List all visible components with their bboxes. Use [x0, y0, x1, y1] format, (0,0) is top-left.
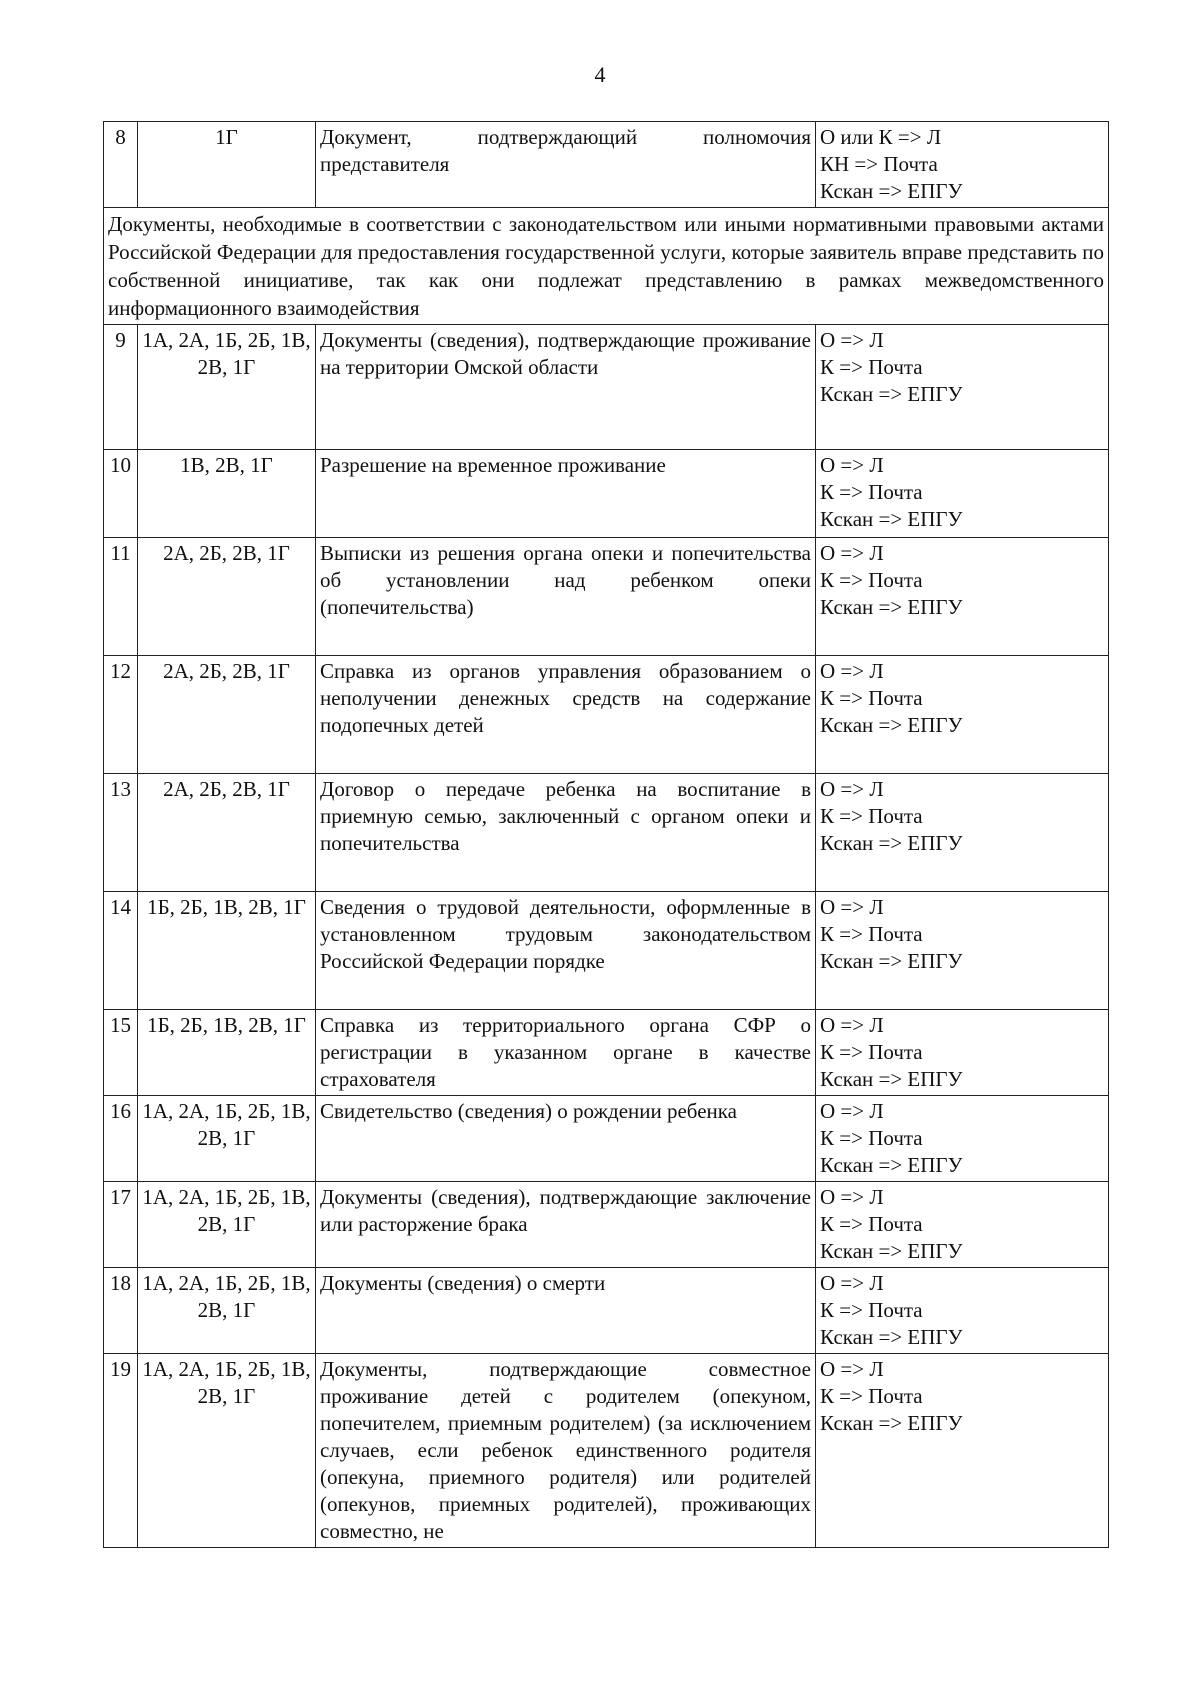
submission-method: Кскан => ЕПГУ	[820, 1411, 963, 1435]
row-document: Разрешение на временное проживание	[316, 450, 816, 538]
row-categories: 1А, 2А, 1Б, 2Б, 1В, 2В, 1Г	[138, 1354, 316, 1548]
row-categories: 2А, 2Б, 2В, 1Г	[138, 538, 316, 656]
submission-method: КН => Почта	[820, 152, 938, 176]
row-submission-methods	[816, 1096, 1109, 1182]
submission-method: К => Почта	[820, 355, 923, 379]
table-row	[104, 538, 1109, 656]
row-document: Справка из органов управления образованием о неполучении денежных средств на содержание подопечных детей	[316, 656, 816, 774]
row-categories: 1Г	[138, 122, 316, 208]
submission-method: О => Л	[820, 541, 884, 565]
table-row	[104, 325, 1109, 450]
row-number: 13	[104, 774, 138, 892]
row-submission-methods	[816, 538, 1109, 656]
row-submission-methods	[816, 1010, 1109, 1096]
row-number: 11	[104, 538, 138, 656]
row-number: 16	[104, 1096, 138, 1182]
row-categories: 2А, 2Б, 2В, 1Г	[138, 656, 316, 774]
row-categories: 2А, 2Б, 2В, 1Г	[138, 774, 316, 892]
row-document: Справка из территориального органа СФР о регистрации в указанном органе в качестве страхователя	[316, 1010, 816, 1096]
row-document: Документы (сведения), подтверждающие заключение или расторжение брака	[316, 1182, 816, 1268]
row-document: Сведения о трудовой деятельности, оформленные в установленном трудовым законодательством Российской Федерации порядке	[316, 892, 816, 1010]
submission-method: Кскан => ЕПГУ	[820, 1067, 963, 1091]
table-row	[104, 892, 1109, 1010]
submission-method: К => Почта	[820, 1126, 923, 1150]
table-row	[104, 1182, 1109, 1268]
row-submission-methods	[816, 1182, 1109, 1268]
section-heading: Документы, необходимые в соответствии с законодательством или иными нормативными правовыми актами Российской Федерации для предоставления государственной услуги, которые заявитель вправе представить по собственной инициативе, так как они подлежат представлению в рамках межведомственного информационного взаимодействия	[104, 208, 1109, 325]
submission-method: Кскан => ЕПГУ	[820, 1239, 963, 1263]
row-number: 8	[104, 122, 138, 208]
row-document: Документ, подтверждающий полномочия представителя	[316, 122, 816, 208]
table-row	[104, 1268, 1109, 1354]
submission-method: Кскан => ЕПГУ	[820, 1153, 963, 1177]
row-number: 18	[104, 1268, 138, 1354]
submission-method: К => Почта	[820, 1298, 923, 1322]
submission-method: Кскан => ЕПГУ	[820, 713, 963, 737]
submission-method: О => Л	[820, 659, 884, 683]
submission-method: О => Л	[820, 1185, 884, 1209]
row-submission-methods	[816, 1354, 1109, 1548]
row-number: 14	[104, 892, 138, 1010]
submission-method: О => Л	[820, 1271, 884, 1295]
submission-method: Кскан => ЕПГУ	[820, 382, 963, 406]
documents-table-body	[104, 122, 1109, 1548]
submission-method: О => Л	[820, 1013, 884, 1037]
submission-method: О => Л	[820, 1357, 884, 1381]
submission-method: О => Л	[820, 777, 884, 801]
submission-method: К => Почта	[820, 686, 923, 710]
submission-method: К => Почта	[820, 1040, 923, 1064]
table-row	[104, 122, 1109, 208]
table-row	[104, 450, 1109, 538]
table-row	[104, 1010, 1109, 1096]
row-number: 10	[104, 450, 138, 538]
page-number: 4	[594, 62, 606, 87]
row-number: 19	[104, 1354, 138, 1548]
row-submission-methods	[816, 122, 1109, 208]
row-document: Выписки из решения органа опеки и попечительства об установлении над ребенком опеки (попечительства)	[316, 538, 816, 656]
row-categories: 1А, 2А, 1Б, 2Б, 1В, 2В, 1Г	[138, 1096, 316, 1182]
submission-method: О => Л	[820, 453, 884, 477]
submission-method: Кскан => ЕПГУ	[820, 1325, 963, 1349]
submission-method: О или К => Л	[820, 125, 942, 149]
row-document: Свидетельство (сведения) о рождении ребенка	[316, 1096, 816, 1182]
submission-method: О => Л	[820, 328, 884, 352]
submission-method: О => Л	[820, 1099, 884, 1123]
submission-method: Кскан => ЕПГУ	[820, 949, 963, 973]
row-submission-methods	[816, 656, 1109, 774]
row-categories: 1Б, 2Б, 1В, 2В, 1Г	[138, 892, 316, 1010]
row-categories: 1Б, 2Б, 1В, 2В, 1Г	[138, 1010, 316, 1096]
row-number: 17	[104, 1182, 138, 1268]
row-number: 15	[104, 1010, 138, 1096]
row-number: 9	[104, 325, 138, 450]
table-row	[104, 1096, 1109, 1182]
submission-method: К => Почта	[820, 568, 923, 592]
row-submission-methods	[816, 774, 1109, 892]
row-categories: 1А, 2А, 1Б, 2Б, 1В, 2В, 1Г	[138, 1182, 316, 1268]
row-document: Документы (сведения), подтверждающие проживание на территории Омской области	[316, 325, 816, 450]
submission-method: К => Почта	[820, 804, 923, 828]
submission-method: Кскан => ЕПГУ	[820, 831, 963, 855]
row-document: Договор о передаче ребенка на воспитание в приемную семью, заключенный с органом опеки и попечительства	[316, 774, 816, 892]
table-row	[104, 1354, 1109, 1548]
row-document: Документы, подтверждающие совместное проживание детей с родителем (опекуном, попечителем, приемным родителем) (за исключением случаев, если ребенок единственного родителя (опекуна, приемного родителя) или родителей (опекунов, приемных родителей), проживающих совместно, не	[316, 1354, 816, 1548]
submission-method: К => Почта	[820, 922, 923, 946]
row-submission-methods	[816, 1268, 1109, 1354]
submission-method: К => Почта	[820, 1384, 923, 1408]
row-submission-methods	[816, 325, 1109, 450]
submission-method: К => Почта	[820, 480, 923, 504]
submission-method: О => Л	[820, 895, 884, 919]
row-categories: 1В, 2В, 1Г	[138, 450, 316, 538]
row-document: Документы (сведения) о смерти	[316, 1268, 816, 1354]
submission-method: Кскан => ЕПГУ	[820, 179, 963, 203]
submission-method: Кскан => ЕПГУ	[820, 507, 963, 531]
section-row	[104, 208, 1109, 325]
row-categories: 1А, 2А, 1Б, 2Б, 1В, 2В, 1Г	[138, 1268, 316, 1354]
row-submission-methods	[816, 892, 1109, 1010]
submission-method: Кскан => ЕПГУ	[820, 595, 963, 619]
table-row	[104, 774, 1109, 892]
row-number: 12	[104, 656, 138, 774]
submission-method: К => Почта	[820, 1212, 923, 1236]
table-row	[104, 656, 1109, 774]
row-categories: 1А, 2А, 1Б, 2Б, 1В, 2В, 1Г	[138, 325, 316, 450]
row-submission-methods	[816, 450, 1109, 538]
documents-table	[103, 121, 1109, 1548]
